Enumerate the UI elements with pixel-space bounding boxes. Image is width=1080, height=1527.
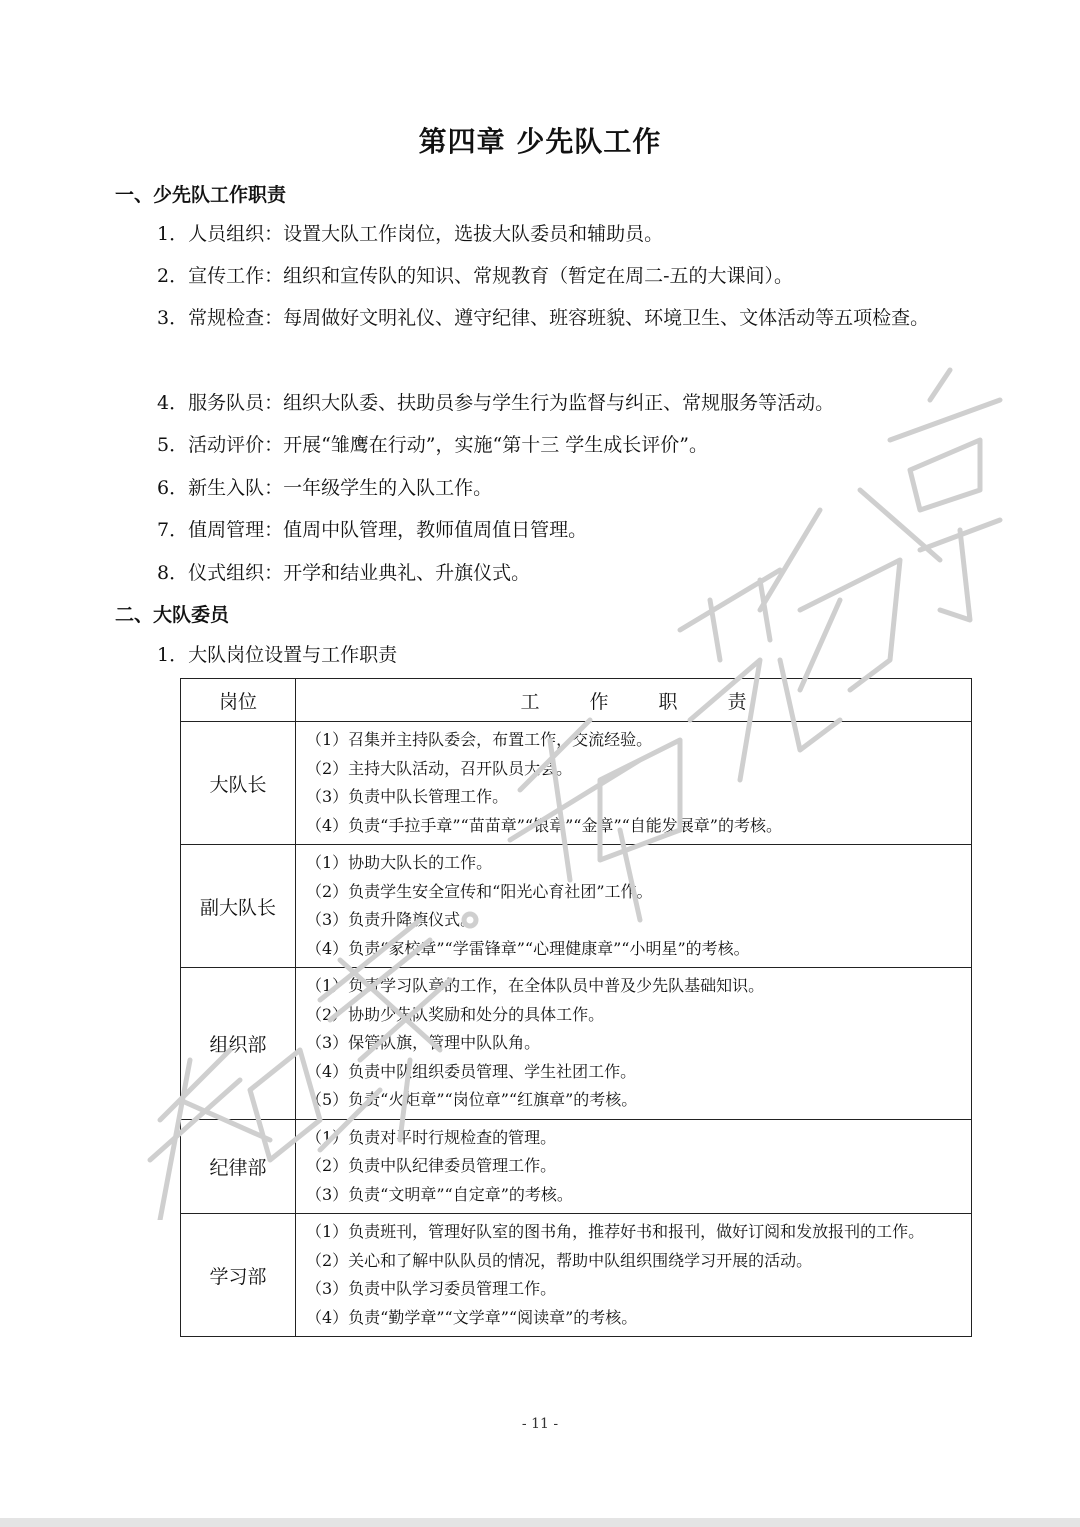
duty-line: （1）负责对平时行规检查的管理。 <box>306 1127 557 1147</box>
duty-item: 8．仪式组织：开学和结业典礼、升旗仪式。 <box>157 562 531 584</box>
duty-line: （3）保管队旗，管理中队队角。 <box>306 1033 541 1052</box>
role-cell: 纪律部 <box>181 1119 296 1214</box>
duty-item: 6．新生入队：一年级学生的入队工作。 <box>157 477 493 499</box>
duty-line: （1）协助大队长的工作。 <box>306 853 493 872</box>
duty-line: （4）负责“手拉手章”“苗苗章”“银章”“金章”“自能发展章”的考核。 <box>306 815 782 835</box>
duty-line: （1）召集并主持队委会，布置工作，交流经验。 <box>306 730 653 749</box>
header-role: 岗位 <box>181 679 296 722</box>
header-duty: 工作职责 <box>296 679 972 722</box>
duty-line: （4）负责中队组织委员管理、学生社团工作。 <box>306 1061 637 1081</box>
section-heading-committee: 二、大队委员 <box>115 604 230 626</box>
page-bottom-edge <box>0 1518 1080 1527</box>
role-cell: 学习部 <box>181 1214 296 1337</box>
duty-item: 2．宣传工作：组织和宣传队的知识、常规教育（暂定在周二-五的大课间）。 <box>157 265 794 287</box>
duty-line: （4）负责“家校章”“学雷锋章”“心理健康章”“小明星”的考核。 <box>306 938 750 958</box>
duty-item: 7．值周管理：值周中队管理，教师值周值日管理。 <box>157 519 588 541</box>
duty-line: （5）负责“火炬章”“岗位章”“红旗章”的考核。 <box>306 1090 638 1109</box>
positions-table <box>180 678 972 1337</box>
section-heading-duties: 一、少先队工作职责 <box>115 184 287 206</box>
table-row <box>181 845 972 968</box>
duty-cell <box>296 1214 972 1337</box>
duty-item: 3．常规检查：每周做好文明礼仪、遵守纪律、班容班貌、环境卫生、文体活动等五项检查。 <box>157 307 930 329</box>
duty-line: （2）主持大队活动，召开队员大会。 <box>306 758 573 778</box>
role-cell: 大队长 <box>181 722 296 845</box>
table-row <box>181 722 972 845</box>
table-row <box>181 968 972 1120</box>
sub-heading-positions: 1．大队岗位设置与工作职责 <box>157 644 398 666</box>
duty-line: （3）负责中队长管理工作。 <box>306 787 509 806</box>
duty-item: 1．人员组织：设置大队工作岗位，选拔大队委员和辅助员。 <box>157 223 664 245</box>
duty-line: （3）负责“文明章”“自定章”的考核。 <box>306 1184 573 1204</box>
duty-line: （1）负责学习队章的工作，在全体队员中普及少先队基础知识。 <box>306 976 765 995</box>
duty-line: （3）负责升降旗仪式。 <box>306 910 477 929</box>
duty-cell <box>296 722 972 845</box>
duty-item: 4．服务队员：组织大队委、扶助员参与学生行为监督与纠正、常规服务等活动。 <box>157 392 835 414</box>
role-cell: 组织部 <box>181 968 296 1120</box>
duty-line: （2）协助少先队奖励和处分的具体工作。 <box>306 1004 605 1024</box>
table-row <box>181 1119 972 1214</box>
role-cell: 副大队长 <box>181 845 296 968</box>
table-row <box>181 1214 972 1337</box>
duty-cell <box>296 845 972 968</box>
duty-cell <box>296 1119 972 1214</box>
table-header-row <box>181 679 972 722</box>
page-number: - 11 - <box>521 1416 559 1432</box>
duty-line: （2）负责中队纪律委员管理工作。 <box>306 1156 557 1175</box>
duty-cell <box>296 968 972 1120</box>
duty-line: （2）关心和了解中队队员的情况，帮助中队组织围绕学习开展的活动。 <box>306 1250 813 1270</box>
duty-line: （4）负责“勤学章”“文学章”“阅读章”的考核。 <box>306 1307 638 1327</box>
chapter-title: 第四章 少先队工作 <box>418 125 662 158</box>
duty-item: 5．活动评价：开展“雏鹰在行动”，实施“第十三 学生成长评价”。 <box>157 434 708 456</box>
duty-line: （3）负责中队学习委员管理工作。 <box>306 1279 557 1298</box>
duty-line: （2）负责学生安全宣传和“阳光心育社团”工作。 <box>306 881 653 901</box>
duty-line: （1）负责班刊，管理好队室的图书角，推荐好书和报刊，做好订阅和发放报刊的工作。 <box>306 1222 925 1241</box>
